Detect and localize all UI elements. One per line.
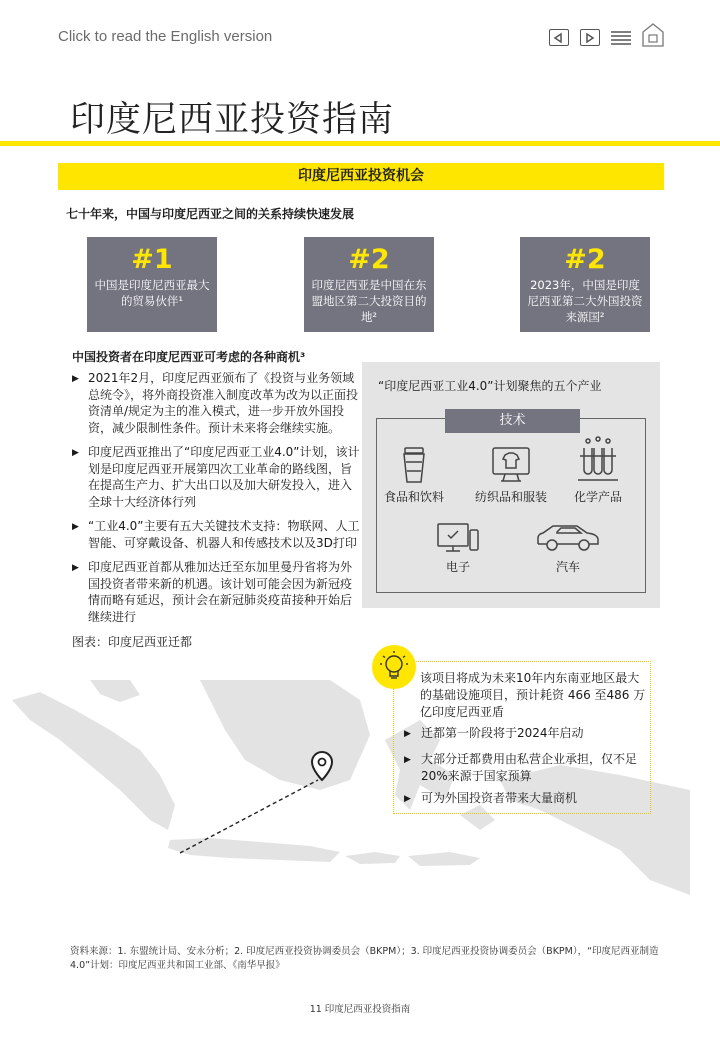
stat-text: 2023年，中国是印度尼西亚第二大外国投资来源国² — [527, 278, 643, 324]
home-icon[interactable] — [641, 22, 665, 48]
bullet-arrow-icon: ▶ — [404, 794, 411, 804]
chart-caption: 图表：印度尼西亚迁都 — [72, 635, 193, 649]
test-tubes-icon — [576, 436, 620, 484]
section-subhead: 七十年来，中国与印度尼西亚之间的关系持续快速发展 — [66, 207, 355, 221]
section-banner: 印度尼西亚投资机会 — [58, 163, 664, 190]
lightbulb-icon — [372, 645, 416, 689]
callout-list-item: ▶ 迁都第一阶段将于2024年启动 — [404, 725, 644, 742]
map-island-sumatra — [12, 692, 175, 830]
technology-tab: 技术 — [445, 409, 580, 433]
stat-text: 中国是印度尼西亚最大的贸易伙伴¹ — [94, 278, 210, 308]
industry-textiles: 纺织品和服装 — [462, 446, 560, 505]
industry-chemicals: 化学产品 — [566, 436, 630, 505]
list-item: ▶ 2021年2月，印度尼西亚颁布了《投资与业务领域总统令》，将外商投资准入制度改革为改为以正面投资清单/规定为主的准入模式，进一步开放外国投资，减少限制性条件。预计未来将会继续实施。 — [72, 371, 359, 435]
contents-icon[interactable] — [610, 30, 632, 47]
coffee-cup-icon — [399, 446, 429, 484]
industry-automotive: 汽车 — [530, 522, 606, 575]
map-island-nusa — [408, 852, 480, 866]
sources-note: 资料来源：1. 东盟统计局、安永分析；2. 印度尼西亚投资协调委员会（BKPM）；3. 印度尼西亚投资协调委员会（BKPM），“印度尼西亚制造4.0”计划：印度尼西亚共和国工业部、《南华早报》 — [70, 946, 659, 971]
next-page-icon[interactable] — [580, 29, 600, 46]
stat-card-investment-destination — [304, 237, 434, 332]
callout-main-text: 该项目将成为未来10年内东南亚地区最大的基础设施项目，预计耗资 466 至486 万亿印度尼西亚盾 — [420, 671, 646, 719]
prev-page-icon[interactable] — [549, 29, 569, 46]
title-rule — [0, 141, 720, 146]
opportunities-heading: 中国投资者在印度尼西亚可考虑的各种商机³ — [72, 350, 306, 364]
page-title: 印度尼西亚投资指南 — [70, 100, 395, 140]
callout-list-item: ▶ 可为外国投资者带来大量商机 — [404, 790, 644, 807]
opportunities-section — [72, 348, 360, 650]
stat-number: #2 — [348, 244, 390, 275]
stat-card-trade — [87, 237, 217, 332]
map-island-bali — [345, 852, 400, 864]
stat-card-investment-source — [520, 237, 650, 332]
list-item: ▶ 印度尼西亚首都从雅加达迁至东加里曼丹省将为外国投资者带来新的机遇。该计划可能会因为新冠疫情而略有延迟，预计会在新冠肺炎疫苗接种开始后继续进行 — [72, 560, 353, 624]
bullet-arrow-icon: ▶ — [72, 374, 79, 384]
map-island-peninsula — [90, 680, 140, 702]
list-item: ▶ 印度尼西亚推出了“印度尼西亚工业4.0”计划，该计划是印度尼西亚开展第四次工业革命的路线图，旨在提高生产力、扩大出口以及加大研发投入，进入全球十大经济体行列 — [72, 445, 360, 509]
bullet-arrow-icon: ▶ — [404, 729, 411, 739]
industry-food: 食品和饮料 — [376, 446, 452, 505]
stat-text: 印度尼西亚是中国在东盟地区第二大投资目的地² — [311, 278, 427, 324]
callout-list-item: ▶ 大部分迁都费用由私营企业承担，仅不足20%来源于国家预算 — [404, 752, 638, 783]
shirt-screen-icon — [491, 446, 531, 484]
industry-electronics: 电子 — [430, 522, 486, 575]
list-item: ▶ “工业4.0”主要有五大关键技术支持：物联网、人工智能、可穿戴设备、机器人和传感技术以及3D打印 — [72, 519, 360, 550]
car-icon — [535, 522, 601, 554]
bullet-arrow-icon: ▶ — [72, 563, 79, 573]
page-footer: 11 印度尼西亚投资指南 — [309, 1004, 411, 1015]
bullet-arrow-icon: ▶ — [72, 448, 79, 458]
stat-number: #2 — [564, 244, 606, 275]
bullet-arrow-icon: ▶ — [404, 755, 411, 765]
industry-panel-title: “印度尼西亚工业4.0”计划聚焦的五个产业 — [378, 379, 602, 393]
map-island-java — [168, 838, 340, 862]
english-version-link[interactable]: Click to read the English version — [58, 28, 273, 45]
computer-icon — [436, 522, 480, 554]
map-island-borneo — [200, 680, 370, 790]
bullet-arrow-icon: ▶ — [72, 522, 79, 532]
stat-number: #1 — [131, 244, 173, 275]
